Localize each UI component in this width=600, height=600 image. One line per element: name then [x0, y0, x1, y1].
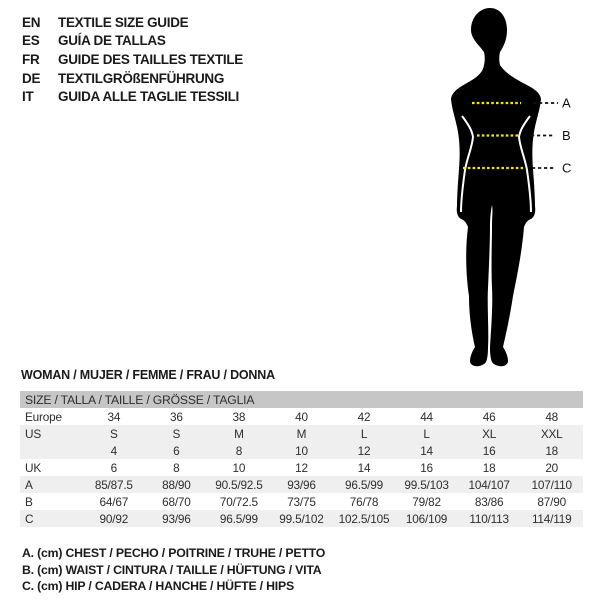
- language-code: DE: [22, 70, 41, 86]
- row-label: A: [25, 477, 33, 492]
- measurement-legend: [22, 545, 325, 595]
- size-cell: 99.5/103: [404, 477, 449, 492]
- size-cell: 14: [420, 443, 433, 458]
- size-cell: 106/109: [405, 511, 448, 526]
- size-cell: 96.5/99: [219, 511, 258, 526]
- size-cell: 93/96: [162, 511, 191, 526]
- size-cell: 64/67: [99, 494, 129, 509]
- size-cell: 14: [357, 460, 371, 475]
- size-cell: 93/96: [287, 477, 316, 492]
- language-row-es: [22, 32, 243, 51]
- size-cell: 76/78: [349, 494, 379, 509]
- size-cell: 90.5/92.5: [215, 477, 263, 492]
- woman-figure: [400, 0, 600, 390]
- table-row: [20, 476, 583, 493]
- legend-hip: C. (cm) HIP / CADERA / HANCHE / HÜFTE / HIPS: [22, 579, 295, 593]
- table-row: [20, 459, 583, 476]
- size-cell: 99.5/102: [279, 511, 324, 526]
- size-cell: 4: [110, 443, 117, 458]
- size-cell: 42: [357, 409, 371, 424]
- size-cell: 107/110: [531, 477, 572, 492]
- chest-marker-label: A: [562, 95, 571, 111]
- size-cell: 70/72.5: [219, 494, 258, 509]
- size-cell: 68/70: [162, 494, 191, 509]
- language-label: TEXTILGRÖßENFÜHRUNG: [58, 70, 225, 86]
- size-cell: 110/113: [469, 511, 509, 526]
- language-label: TEXTILE SIZE GUIDE: [58, 14, 189, 30]
- size-cell: 34: [107, 409, 121, 424]
- language-list: [22, 13, 243, 106]
- size-cell: 38: [232, 409, 246, 424]
- size-cell: 96.5/99: [345, 477, 383, 492]
- size-cell: 85/87.5: [94, 477, 133, 492]
- section-title: WOMAN / MUJER / FEMME / FRAU / DONNA: [21, 368, 275, 382]
- size-cell: 36: [170, 409, 183, 424]
- size-cell: 20: [545, 460, 559, 475]
- size-cell: 44: [420, 409, 433, 424]
- row-label: Europe: [25, 409, 62, 424]
- language-label: GUIDA ALLE TAGLIE TESSILI: [58, 89, 239, 105]
- size-cell: 16: [420, 460, 433, 475]
- size-cell: 73/75: [287, 494, 316, 509]
- woman-figure-svg: [400, 0, 600, 390]
- size-cell: 88/90: [162, 477, 191, 492]
- row-label: [20, 442, 83, 459]
- size-cell: 87/90: [537, 494, 566, 509]
- size-cell: 83/86: [474, 494, 504, 509]
- language-code: FR: [22, 51, 40, 67]
- size-cell: 6: [110, 460, 117, 475]
- size-cell: 12: [357, 443, 371, 458]
- row-label: B: [25, 494, 33, 509]
- legend-chest: A. (cm) CHEST / PECHO / POITRINE / TRUHE / PETTO: [22, 546, 326, 560]
- size-cell: XL: [482, 426, 497, 441]
- row-label: UK: [25, 460, 41, 475]
- waist-marker-label: B: [562, 128, 571, 143]
- legend-waist: B. (cm) WAIST / CINTURA / TAILLE / HÜFTUNG / VITA: [22, 562, 322, 577]
- language-label: GUÍA DE TALLAS: [58, 33, 166, 49]
- size-cell: 40: [295, 409, 308, 424]
- size-cell: 18: [482, 460, 496, 475]
- table-row: [20, 493, 583, 510]
- size-cell: 102.5/105: [338, 511, 390, 526]
- size-cell: 6: [173, 443, 180, 458]
- language-code: ES: [22, 33, 40, 49]
- table-row: [20, 408, 583, 425]
- language-row-fr: [22, 50, 243, 69]
- table-row: [20, 425, 583, 442]
- row-label: C: [25, 511, 34, 526]
- table-row: [20, 442, 583, 459]
- language-row-it: [22, 87, 243, 106]
- language-code: IT: [22, 89, 34, 105]
- size-cell: L: [360, 426, 368, 441]
- size-cell: 114/119: [531, 511, 572, 526]
- size-cell: 10: [232, 460, 246, 475]
- row-label: US: [25, 426, 41, 441]
- size-cell: 12: [295, 460, 308, 475]
- size-cell: 46: [482, 409, 496, 424]
- size-cell: M: [296, 426, 307, 441]
- size-cell: 10: [295, 443, 308, 458]
- size-table-wrap: [20, 391, 583, 527]
- language-row-en: [22, 13, 243, 32]
- size-table-header-row: [20, 391, 583, 408]
- size-cell: 16: [482, 443, 496, 458]
- size-cell: 8: [173, 460, 180, 475]
- language-label: GUIDE DES TAILLES TEXTILE: [58, 51, 244, 67]
- size-table-header: SIZE / TALLA / TAILLE / GRÖSSE / TAGLIA: [20, 391, 583, 408]
- size-cell: 18: [545, 443, 559, 458]
- size-cell: 79/82: [412, 494, 441, 509]
- size-cell: XXL: [540, 426, 563, 441]
- size-cell: 104/107: [468, 477, 510, 492]
- woman-silhouette: [451, 8, 541, 366]
- size-cell: M: [234, 426, 244, 441]
- size-cell: 90/92: [99, 511, 129, 526]
- size-cell: L: [423, 426, 430, 441]
- size-cell: 48: [545, 409, 559, 424]
- size-table: [20, 391, 583, 527]
- size-cell: S: [109, 426, 118, 441]
- language-code: EN: [22, 14, 41, 30]
- table-row: [20, 510, 583, 527]
- language-row-de: [22, 69, 243, 88]
- size-cell: 8: [235, 443, 243, 458]
- size-cell: S: [172, 426, 181, 441]
- hip-marker-label: C: [562, 160, 572, 176]
